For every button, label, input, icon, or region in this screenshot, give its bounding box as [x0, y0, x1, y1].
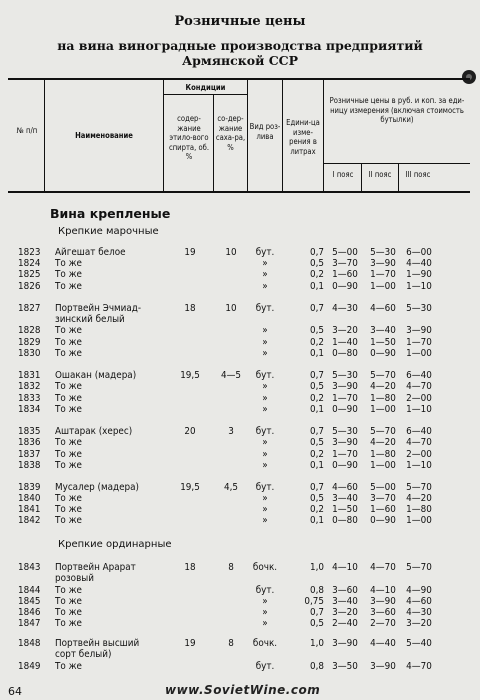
section-subheading-vintage: Крепкие марочные: [58, 226, 159, 237]
table-row: [0, 258, 480, 269]
cell-p1: 5—30: [332, 370, 358, 381]
table-row: [0, 404, 480, 415]
cell-name: То же: [55, 515, 82, 526]
cell-num: 1842: [18, 515, 41, 526]
cell-num: 1839: [18, 482, 41, 493]
col-name-header: Наименование: [75, 131, 133, 140]
cell-pack: »: [262, 437, 268, 448]
cell-name: То же: [55, 348, 82, 359]
table-row: [0, 337, 480, 348]
table-row: [0, 482, 480, 493]
cell-name: Ошакан (мадера): [55, 370, 137, 381]
cell-num: 1843: [18, 562, 41, 573]
cell-p1: 3—90: [332, 381, 358, 392]
cell-p2: 4—40: [370, 638, 396, 649]
cell-p1: 3—40: [332, 596, 358, 607]
col-prices-header: Розничные цены в руб. и коп. за еди-ницу измерения (включая стоимость бутылки): [329, 96, 465, 125]
cell-pack: »: [262, 337, 268, 348]
cell-p2: 4—10: [370, 585, 396, 596]
cell-name: То же: [55, 337, 82, 348]
cell-p1: 0—90: [332, 460, 358, 471]
cell-p2: 5—70: [370, 426, 396, 437]
cell-name: То же: [55, 661, 82, 672]
cell-p2: 4—70: [370, 562, 396, 573]
cell-p3: 1—00: [406, 515, 432, 526]
cell-p1: 1—60: [332, 269, 358, 280]
table-row: [0, 449, 480, 460]
cell-vol: 0,7: [309, 426, 324, 437]
cell-name: зинский белый: [55, 314, 125, 325]
cell-name: То же: [55, 618, 82, 629]
cell-p1: 3—90: [332, 437, 358, 448]
cell-pack: »: [262, 460, 268, 471]
cell-p3: 4—20: [406, 493, 432, 504]
table-row: [0, 661, 480, 672]
cell-pack: бут.: [255, 482, 275, 493]
cell-p3: 1—90: [406, 269, 432, 280]
cell-num: 1828: [18, 325, 41, 336]
cell-pack: »: [262, 618, 268, 629]
cell-pack: »: [262, 348, 268, 359]
cell-p2: 2—70: [370, 618, 396, 629]
cell-p3: 3—90: [406, 325, 432, 336]
cell-sugar: 4—5: [220, 370, 242, 381]
cell-p1: 0—80: [332, 348, 358, 359]
cell-pack: бут.: [255, 370, 275, 381]
cell-vol: 0,5: [309, 258, 324, 269]
cell-pack: бочк.: [252, 638, 278, 649]
cell-p3: 4—60: [406, 596, 432, 607]
cell-vol: 0,5: [309, 493, 324, 504]
cell-p2: 0—90: [370, 348, 396, 359]
cell-vol: 0,2: [309, 337, 324, 348]
cell-pack: »: [262, 381, 268, 392]
cell-name: Портвейн высший: [55, 638, 140, 649]
cell-alc: 20: [184, 426, 196, 437]
cell-name: Портвейн Арарат: [55, 562, 136, 573]
cell-p2: 4—20: [370, 437, 396, 448]
cell-p3: 4—90: [406, 585, 432, 596]
cell-num: 1833: [18, 393, 41, 404]
cell-num: 1849: [18, 661, 41, 672]
cell-p2: 1—80: [370, 393, 396, 404]
cell-p1: 4—60: [332, 482, 358, 493]
table-row: [0, 314, 480, 325]
cell-p2: 1—50: [370, 337, 396, 348]
table-row: [0, 562, 480, 573]
cell-num: 1836: [18, 437, 41, 448]
watermark: www.SovietWine.com: [165, 683, 321, 697]
cell-p1: 0—90: [332, 404, 358, 415]
cell-num: 1832: [18, 381, 41, 392]
cell-num: 1824: [18, 258, 41, 269]
cell-p1: 1—70: [332, 393, 358, 404]
cell-pack: »: [262, 596, 268, 607]
cell-name: Аштарак (херес): [55, 426, 133, 437]
cell-name: То же: [55, 504, 82, 515]
table-row: [0, 618, 480, 629]
cell-pack: бут.: [255, 303, 275, 314]
table-row: [0, 370, 480, 381]
cell-vol: 0,2: [309, 449, 324, 460]
cell-vol: 1,0: [309, 562, 324, 573]
cell-name: То же: [55, 596, 82, 607]
table-row: [0, 638, 480, 649]
cell-p3: 1—10: [406, 281, 432, 292]
cell-p2: 3—90: [370, 661, 396, 672]
cell-sugar: 4,5: [223, 482, 238, 493]
cell-name: То же: [55, 381, 82, 392]
cell-p2: 1—00: [370, 460, 396, 471]
cell-sugar: 8: [228, 638, 234, 649]
cell-p3: 5—70: [406, 482, 432, 493]
cell-p3: 4—40: [406, 258, 432, 269]
cell-vol: 0,1: [309, 281, 324, 292]
cell-name: То же: [55, 437, 82, 448]
cell-vol: 0,5: [309, 325, 324, 336]
cell-p2: 5—00: [370, 482, 396, 493]
cell-p1: 3—20: [332, 607, 358, 618]
cell-p1: 3—90: [332, 638, 358, 649]
cell-pack: »: [262, 504, 268, 515]
cell-pack: бут.: [255, 661, 275, 672]
table-row: [0, 493, 480, 504]
table-row: [0, 607, 480, 618]
col-zone2-header: II пояс: [368, 170, 392, 179]
cell-p3: 5—40: [406, 638, 432, 649]
cell-pack: »: [262, 269, 268, 280]
cell-num: 1834: [18, 404, 41, 415]
cell-vol: 0,7: [309, 607, 324, 618]
cell-name: То же: [55, 449, 82, 460]
cell-p3: 4—70: [406, 661, 432, 672]
cell-p3: 6—40: [406, 370, 432, 381]
cell-p3: 5—70: [406, 562, 432, 573]
cell-num: 1846: [18, 607, 41, 618]
cell-p1: 1—50: [332, 504, 358, 515]
cell-pack: »: [262, 281, 268, 292]
cell-p1: 1—40: [332, 337, 358, 348]
table-row: [0, 437, 480, 448]
cell-num: 1835: [18, 426, 41, 437]
cell-p1: 3—60: [332, 585, 358, 596]
cell-name: То же: [55, 281, 82, 292]
cell-p3: 3—20: [406, 618, 432, 629]
cell-p2: 4—60: [370, 303, 396, 314]
table-row: [0, 649, 480, 660]
cell-pack: »: [262, 607, 268, 618]
table-row: [0, 573, 480, 584]
cell-num: 1845: [18, 596, 41, 607]
cell-p2: 5—70: [370, 370, 396, 381]
cell-p1: 3—20: [332, 325, 358, 336]
cell-p2: 3—70: [370, 493, 396, 504]
cell-vol: 0,5: [309, 618, 324, 629]
cell-name: То же: [55, 404, 82, 415]
cell-vol: 0,5: [309, 381, 324, 392]
cell-vol: 0,7: [309, 370, 324, 381]
cell-p1: 5—30: [332, 426, 358, 437]
cell-p3: 1—00: [406, 348, 432, 359]
table-row: [0, 281, 480, 292]
cell-p3: 1—10: [406, 404, 432, 415]
cell-name: Айгешат белое: [55, 247, 126, 258]
cell-sugar: 10: [225, 303, 237, 314]
table-row: [0, 348, 480, 359]
cell-num: 1847: [18, 618, 41, 629]
table-row: [0, 325, 480, 336]
cell-p2: 3—40: [370, 325, 396, 336]
cell-p3: 5—30: [406, 303, 432, 314]
cell-p3: 1—10: [406, 460, 432, 471]
cell-p3: 2—00: [406, 449, 432, 460]
cell-p1: 5—00: [332, 247, 358, 258]
cell-vol: 0,1: [309, 348, 324, 359]
cell-pack: »: [262, 493, 268, 504]
cell-pack: »: [262, 325, 268, 336]
cell-p1: 0—90: [332, 281, 358, 292]
table-row: [0, 381, 480, 392]
cell-name: Мусалер (мадера): [55, 482, 139, 493]
cell-pack: »: [262, 393, 268, 404]
cell-sugar: 8: [228, 562, 234, 573]
cell-pack: »: [262, 258, 268, 269]
cell-p1: 3—70: [332, 258, 358, 269]
subtitle-line-1: на вина виноградные производства предприятий: [57, 38, 423, 53]
cell-alc: 19,5: [180, 370, 200, 381]
cell-p1: 3—40: [332, 493, 358, 504]
cell-vol: 0,7: [309, 303, 324, 314]
cell-vol: 0,75: [304, 596, 324, 607]
cell-pack: бут.: [255, 585, 275, 596]
cell-vol: 0,8: [309, 585, 324, 596]
cell-name: То же: [55, 325, 82, 336]
cell-p2: 3—90: [370, 596, 396, 607]
cell-p2: 1—60: [370, 504, 396, 515]
col-packaging-header: Вид роз-лива: [249, 122, 281, 141]
cell-p1: 4—10: [332, 562, 358, 573]
cell-num: 1825: [18, 269, 41, 280]
cell-name: То же: [55, 585, 82, 596]
cell-num: 1831: [18, 370, 41, 381]
cell-num: 1841: [18, 504, 41, 515]
cell-pack: »: [262, 449, 268, 460]
table-row: [0, 426, 480, 437]
cell-name: То же: [55, 258, 82, 269]
section-subheading-ordinary: Крепкие ординарные: [58, 539, 172, 550]
cell-num: 1838: [18, 460, 41, 471]
cell-p3: 4—70: [406, 437, 432, 448]
cell-pack: бочк.: [252, 562, 278, 573]
cell-num: 1823: [18, 247, 41, 258]
cell-vol: 0,8: [309, 661, 324, 672]
col-unit-header: Едини-ца изме-рения в литрах: [286, 118, 320, 156]
table-row: [0, 460, 480, 471]
cell-p1: 2—40: [332, 618, 358, 629]
cell-pack: бут.: [255, 247, 275, 258]
cell-pack: »: [262, 515, 268, 526]
cell-p1: 0—80: [332, 515, 358, 526]
cell-p3: 6—00: [406, 247, 432, 258]
cell-name: розовый: [55, 573, 94, 584]
cell-vol: 0,7: [309, 247, 324, 258]
cell-vol: 0,1: [309, 404, 324, 415]
cell-num: 1826: [18, 281, 41, 292]
cell-vol: 0,2: [309, 504, 324, 515]
subtitle-line-2: Армянской ССР: [181, 53, 299, 68]
table-row: [0, 504, 480, 515]
cell-p3: 4—30: [406, 607, 432, 618]
cell-name: То же: [55, 607, 82, 618]
table-row: [0, 585, 480, 596]
cell-p1: 4—30: [332, 303, 358, 314]
cell-name: То же: [55, 493, 82, 504]
cell-p2: 1—70: [370, 269, 396, 280]
cell-vol: 0,7: [309, 482, 324, 493]
table-row: [0, 515, 480, 526]
cell-alc: 18: [184, 562, 196, 573]
cell-num: 1837: [18, 449, 41, 460]
col-zone3-header: III пояс: [405, 170, 431, 179]
col-sugar-header: со-дер-жание саха-ра, %: [215, 114, 246, 152]
cell-num: 1830: [18, 348, 41, 359]
cell-p2: 4—20: [370, 381, 396, 392]
cell-pack: бут.: [255, 426, 275, 437]
cell-p3: 4—70: [406, 381, 432, 392]
cell-p2: 3—60: [370, 607, 396, 618]
cell-p2: 3—90: [370, 258, 396, 269]
cell-vol: 0,2: [309, 393, 324, 404]
cell-p3: 6—40: [406, 426, 432, 437]
cell-vol: 0,1: [309, 460, 324, 471]
cell-vol: 0,5: [309, 437, 324, 448]
table-row: [0, 247, 480, 258]
col-num-header: № п/п: [16, 126, 38, 135]
cell-pack: »: [262, 404, 268, 415]
cell-sugar: 3: [228, 426, 234, 437]
cell-sugar: 10: [225, 247, 237, 258]
cell-num: 1840: [18, 493, 41, 504]
cell-p2: 1—80: [370, 449, 396, 460]
cell-p2: 1—00: [370, 404, 396, 415]
cell-num: 1829: [18, 337, 41, 348]
cell-p2: 5—30: [370, 247, 396, 258]
cell-name: То же: [55, 393, 82, 404]
table-row: [0, 596, 480, 607]
table-row: [0, 303, 480, 314]
cell-p3: 2—00: [406, 393, 432, 404]
cell-p3: 1—80: [406, 504, 432, 515]
cell-vol: 0,2: [309, 269, 324, 280]
cell-alc: 19,5: [180, 482, 200, 493]
section-heading-fortified: Вина крепленые: [50, 206, 171, 221]
cell-alc: 19: [184, 247, 196, 258]
cell-vol: 1,0: [309, 638, 324, 649]
cell-p2: 1—00: [370, 281, 396, 292]
cell-alc: 19: [184, 638, 196, 649]
cell-vol: 0,1: [309, 515, 324, 526]
cell-alc: 18: [184, 303, 196, 314]
col-alcohol-header: содер-жание этило-вого спирта, об. %: [168, 114, 210, 162]
table-row: [0, 269, 480, 280]
cell-num: 1827: [18, 303, 41, 314]
cell-name: То же: [55, 269, 82, 280]
table-row: [0, 393, 480, 404]
cell-name: То же: [55, 460, 82, 471]
cell-p3: 1—70: [406, 337, 432, 348]
page-title: Розничные цены: [174, 14, 306, 29]
cell-p1: 1—70: [332, 449, 358, 460]
page-number: 64: [8, 685, 22, 698]
col-conditions-header: Кондиции: [185, 83, 226, 92]
col-zone1-header: I пояс: [332, 170, 354, 179]
cell-p1: 3—50: [332, 661, 358, 672]
cell-name: Портвейн Эчмиад-: [55, 303, 142, 314]
cell-name: сорт белый): [55, 649, 112, 660]
cell-p2: 0—90: [370, 515, 396, 526]
cell-num: 1848: [18, 638, 41, 649]
cell-num: 1844: [18, 585, 41, 596]
